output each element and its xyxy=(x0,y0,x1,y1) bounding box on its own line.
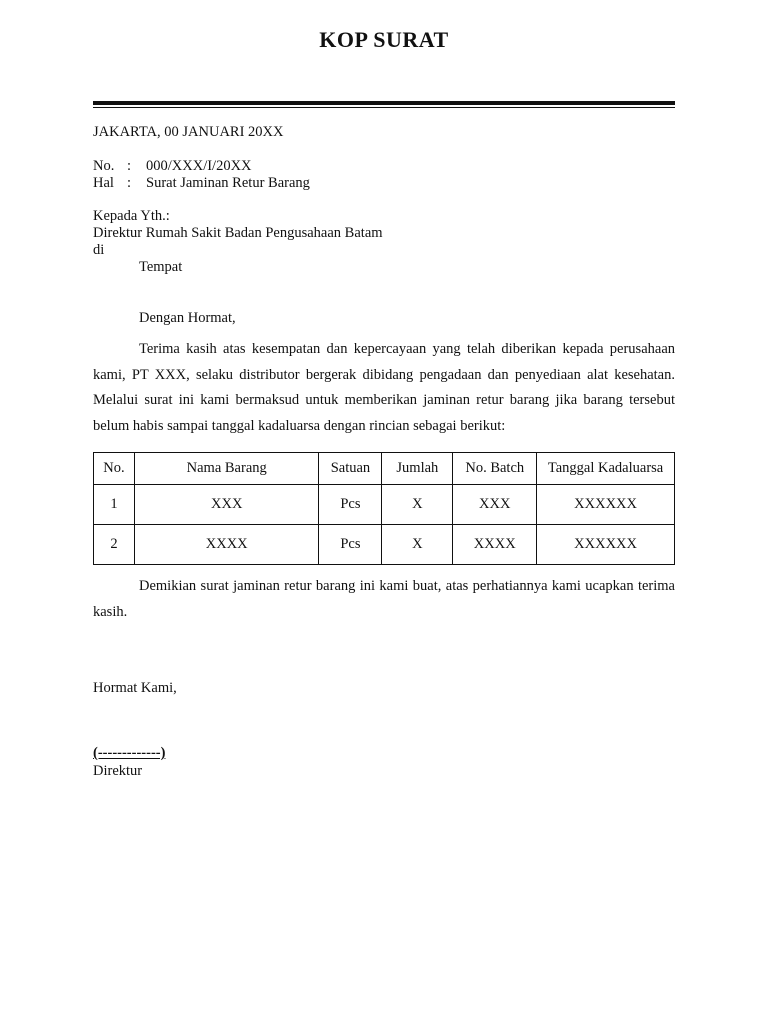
signature-name-line: (-------------) xyxy=(93,745,166,761)
letter-number: 000/XXX/I/20XX xyxy=(146,158,252,174)
hal-label: Hal xyxy=(93,175,114,191)
header-no-batch: No. Batch xyxy=(453,453,537,485)
cell-tanggal-kadaluarsa: XXXXXX xyxy=(537,525,675,565)
cell-nama-barang: XXXX xyxy=(134,525,319,565)
place-date: JAKARTA, 00 JANUARI 20XX xyxy=(93,124,284,140)
table-header-row xyxy=(94,453,675,485)
header-tanggal-kadaluarsa: Tanggal Kadaluarsa xyxy=(537,453,675,485)
signature-title: Direktur xyxy=(93,763,143,779)
table-row xyxy=(94,525,675,565)
recipient-place: Tempat xyxy=(139,259,183,275)
sign-off: Hormat Kami, xyxy=(93,680,177,696)
cell-satuan: Pcs xyxy=(319,485,382,525)
recipient-name: Direktur Rumah Sakit Badan Pengusahaan Batam xyxy=(93,225,383,241)
cell-no: 2 xyxy=(94,525,135,565)
header-satuan: Satuan xyxy=(319,453,382,485)
letterhead-rule-thick xyxy=(93,101,675,105)
table-row xyxy=(94,485,675,525)
header-nama-barang: Nama Barang xyxy=(134,453,319,485)
letter-subject: Surat Jaminan Retur Barang xyxy=(146,175,310,191)
cell-no-batch: XXX xyxy=(453,485,537,525)
recipient-greeting: Kepada Yth.: xyxy=(93,208,170,224)
items-table xyxy=(93,452,675,565)
body-paragraph: Terima kasih atas kesempatan dan kepercayaan yang telah diberikan kepada perusahaan kami, PT XXX, selaku distributor bergerak dibidang pengadaan dan penyediaan alat kesehatan. Melalui surat ini kami bermaksud untuk memberikan jaminan retur barang jika barang tersebut belum habis sampai tanggal kadaluarsa dengan rincian sebagai berikut: xyxy=(93,341,675,434)
salutation: Dengan Hormat, xyxy=(139,310,236,326)
letterhead-title: KOP SURAT xyxy=(319,27,449,52)
no-label: No. xyxy=(93,158,115,174)
header-jumlah: Jumlah xyxy=(382,453,453,485)
header-no: No. xyxy=(94,453,135,485)
cell-nama-barang: XXX xyxy=(134,485,319,525)
cell-no-batch: XXXX xyxy=(453,525,537,565)
hal-colon: : xyxy=(127,175,132,191)
closing-paragraph: Demikian surat jaminan retur barang ini kami buat, atas perhatiannya kami ucapkan terima kasih. xyxy=(93,578,675,620)
cell-satuan: Pcs xyxy=(319,525,382,565)
cell-jumlah: X xyxy=(382,485,453,525)
cell-no: 1 xyxy=(94,485,135,525)
no-colon: : xyxy=(127,158,132,174)
letterhead-rule-thin xyxy=(93,107,675,108)
recipient-di: di xyxy=(93,242,105,258)
cell-tanggal-kadaluarsa: XXXXXX xyxy=(537,485,675,525)
cell-jumlah: X xyxy=(382,525,453,565)
